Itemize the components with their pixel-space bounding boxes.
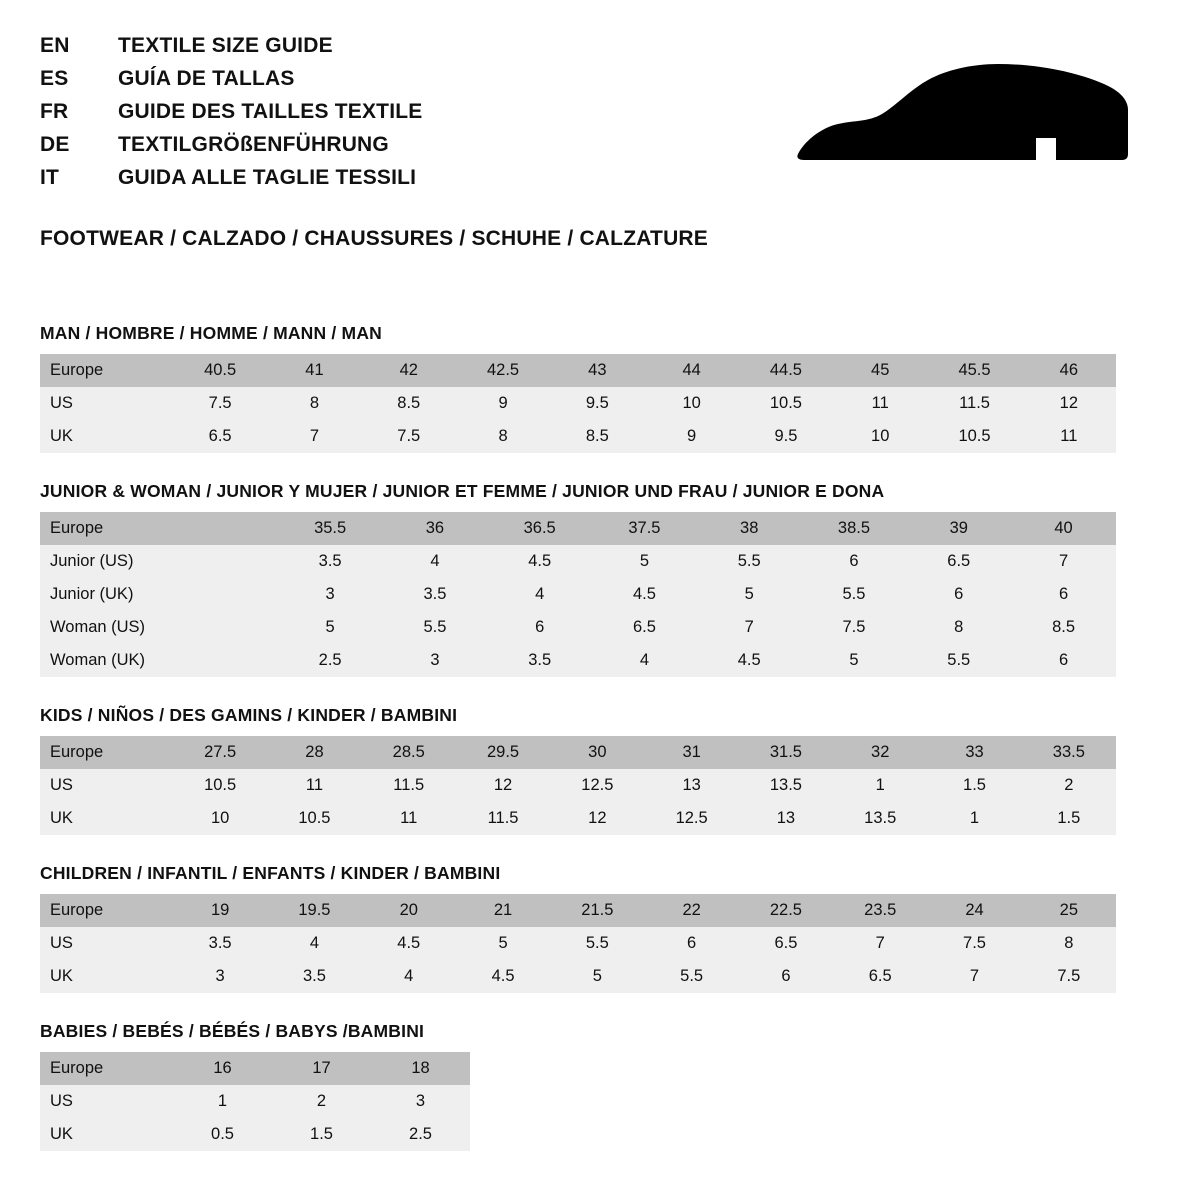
table-cell: 43 bbox=[550, 354, 644, 387]
table-cell: 10 bbox=[173, 802, 267, 835]
table-cell: 7.5 bbox=[1022, 960, 1116, 993]
table-cell: 38 bbox=[697, 512, 802, 545]
language-row bbox=[40, 34, 422, 67]
table-cell: 3 bbox=[173, 960, 267, 993]
table-cell: 8.5 bbox=[550, 420, 644, 453]
table-cell: 11 bbox=[267, 769, 361, 802]
table-cell: 12 bbox=[456, 769, 550, 802]
language-title-list bbox=[40, 34, 422, 199]
table-cell: 6 bbox=[906, 578, 1011, 611]
table-cell: 7.5 bbox=[362, 420, 456, 453]
language-code: FR bbox=[40, 100, 69, 123]
table-cell: 7 bbox=[833, 927, 927, 960]
table-cell: 9.5 bbox=[550, 387, 644, 420]
table-cell: 4.5 bbox=[456, 960, 550, 993]
row-label: UK bbox=[40, 420, 173, 453]
row-label: Europe bbox=[40, 1052, 173, 1085]
table-cell: 38.5 bbox=[802, 512, 907, 545]
table-row bbox=[40, 960, 1116, 993]
language-row bbox=[40, 100, 422, 133]
table-cell: 9 bbox=[644, 420, 738, 453]
table-cell: 10.5 bbox=[927, 420, 1021, 453]
language-title: TEXTILGRÖßENFÜHRUNG bbox=[118, 133, 389, 156]
table-cell: 13 bbox=[644, 769, 738, 802]
table-cell: 7.5 bbox=[802, 611, 907, 644]
table-cell: 28 bbox=[267, 736, 361, 769]
table-row bbox=[40, 927, 1116, 960]
table-cell: 5 bbox=[550, 960, 644, 993]
row-label: Junior (UK) bbox=[40, 578, 173, 611]
table-cell: 16 bbox=[173, 1052, 272, 1085]
table-cell: 6.5 bbox=[739, 927, 833, 960]
table-cell: 4 bbox=[362, 960, 456, 993]
table-cell: 22.5 bbox=[739, 894, 833, 927]
table-cell: 10.5 bbox=[739, 387, 833, 420]
language-title: GUIDA ALLE TAGLIE TESSILI bbox=[118, 166, 417, 189]
table-cell: 30 bbox=[550, 736, 644, 769]
table-cell: 18 bbox=[371, 1052, 470, 1085]
table-cell: 3 bbox=[278, 578, 383, 611]
table-cell: 12.5 bbox=[550, 769, 644, 802]
table-cell: 5.5 bbox=[906, 644, 1011, 677]
table-cell: 3.5 bbox=[383, 578, 488, 611]
row-label: Europe bbox=[40, 736, 173, 769]
language-title: TEXTILE SIZE GUIDE bbox=[118, 34, 333, 57]
table-cell: 45 bbox=[833, 354, 927, 387]
table-row bbox=[40, 512, 1116, 545]
table-cell: 19.5 bbox=[267, 894, 361, 927]
section-children bbox=[40, 863, 1160, 993]
table-cell: 33.5 bbox=[1022, 736, 1116, 769]
table-cell: 8.5 bbox=[1011, 611, 1116, 644]
table-row bbox=[40, 769, 1116, 802]
row-label: Europe bbox=[40, 512, 173, 545]
table-cell: 3.5 bbox=[173, 927, 267, 960]
row-label: US bbox=[40, 387, 173, 420]
table-cell: 8.5 bbox=[362, 387, 456, 420]
table-cell: 40 bbox=[1011, 512, 1116, 545]
section-man bbox=[40, 323, 1160, 453]
table-cell: 13.5 bbox=[739, 769, 833, 802]
section-title: MAN / HOMBRE / HOMME / MANN / MAN bbox=[40, 323, 382, 343]
table-cell: 35.5 bbox=[278, 512, 383, 545]
size-table bbox=[40, 894, 1116, 993]
table-row bbox=[40, 387, 1116, 420]
table-cell: 2.5 bbox=[371, 1118, 470, 1151]
size-table bbox=[40, 1052, 470, 1151]
table-cell: 1 bbox=[833, 769, 927, 802]
table-cell bbox=[173, 578, 278, 611]
table-cell: 1.5 bbox=[272, 1118, 371, 1151]
row-label: Europe bbox=[40, 894, 173, 927]
table-cell: 11 bbox=[833, 387, 927, 420]
language-code: ES bbox=[40, 67, 69, 90]
table-cell: 36 bbox=[383, 512, 488, 545]
page-header bbox=[40, 34, 1160, 199]
language-row bbox=[40, 133, 422, 166]
table-cell: 25 bbox=[1022, 894, 1116, 927]
table-cell: 7 bbox=[697, 611, 802, 644]
table-cell: 41 bbox=[267, 354, 361, 387]
table-cell: 21 bbox=[456, 894, 550, 927]
table-cell: 4.5 bbox=[592, 578, 697, 611]
table-cell: 1.5 bbox=[927, 769, 1021, 802]
table-cell: 3 bbox=[383, 644, 488, 677]
section-kids bbox=[40, 705, 1160, 835]
table-cell: 17 bbox=[272, 1052, 371, 1085]
table-cell: 1 bbox=[173, 1085, 272, 1118]
table-cell: 5.5 bbox=[697, 545, 802, 578]
language-code: DE bbox=[40, 133, 70, 156]
table-cell: 6 bbox=[487, 611, 592, 644]
table-cell: 6 bbox=[1011, 644, 1116, 677]
language-code: EN bbox=[40, 34, 70, 57]
table-cell: 6.5 bbox=[833, 960, 927, 993]
row-label: UK bbox=[40, 1118, 173, 1151]
section-title: KIDS / NIÑOS / DES GAMINS / KINDER / BAMBINI bbox=[40, 705, 458, 725]
table-cell: 3 bbox=[371, 1085, 470, 1118]
section-title: JUNIOR & WOMAN / JUNIOR Y MUJER / JUNIOR ET FEMME / JUNIOR UND FRAU / JUNIOR E DONA bbox=[40, 481, 885, 501]
row-label: US bbox=[40, 1085, 173, 1118]
table-cell: 21.5 bbox=[550, 894, 644, 927]
table-cell: 31.5 bbox=[739, 736, 833, 769]
language-code: IT bbox=[40, 166, 60, 189]
table-cell: 29.5 bbox=[456, 736, 550, 769]
table-cell bbox=[173, 611, 278, 644]
table-cell: 6 bbox=[644, 927, 738, 960]
table-row bbox=[40, 354, 1116, 387]
table-cell: 7 bbox=[1011, 545, 1116, 578]
table-cell: 42 bbox=[362, 354, 456, 387]
size-table bbox=[40, 736, 1116, 835]
table-cell: 28.5 bbox=[362, 736, 456, 769]
table-cell: 4 bbox=[592, 644, 697, 677]
table-cell: 2 bbox=[272, 1085, 371, 1118]
table-cell: 39 bbox=[906, 512, 1011, 545]
table-cell: 5 bbox=[592, 545, 697, 578]
table-cell: 9 bbox=[456, 387, 550, 420]
table-cell: 20 bbox=[362, 894, 456, 927]
table-row bbox=[40, 802, 1116, 835]
table-cell: 8 bbox=[267, 387, 361, 420]
table-row bbox=[40, 420, 1116, 453]
row-label: Europe bbox=[40, 354, 173, 387]
row-label: Woman (US) bbox=[40, 611, 173, 644]
table-row bbox=[40, 611, 1116, 644]
table-cell: 6.5 bbox=[592, 611, 697, 644]
table-cell: 8 bbox=[456, 420, 550, 453]
row-label: US bbox=[40, 927, 173, 960]
table-cell: 46 bbox=[1022, 354, 1116, 387]
table-row bbox=[40, 1118, 470, 1151]
row-label: Junior (US) bbox=[40, 545, 173, 578]
shoe-illustration bbox=[780, 34, 1160, 182]
table-cell: 24 bbox=[927, 894, 1021, 927]
table-cell: 36.5 bbox=[487, 512, 592, 545]
table-cell: 5.5 bbox=[550, 927, 644, 960]
table-cell: 42.5 bbox=[456, 354, 550, 387]
table-cell: 31 bbox=[644, 736, 738, 769]
table-cell: 6 bbox=[739, 960, 833, 993]
table-cell: 40.5 bbox=[173, 354, 267, 387]
table-cell: 4 bbox=[383, 545, 488, 578]
table-row bbox=[40, 894, 1116, 927]
table-cell: 7.5 bbox=[173, 387, 267, 420]
section-title: CHILDREN / INFANTIL / ENFANTS / KINDER / BAMBINI bbox=[40, 863, 501, 883]
language-title: GUIDE DES TAILLES TEXTILE bbox=[118, 100, 423, 123]
language-row bbox=[40, 67, 422, 100]
table-row bbox=[40, 1085, 470, 1118]
table-cell: 12.5 bbox=[644, 802, 738, 835]
table-cell: 5 bbox=[456, 927, 550, 960]
section-junior-woman bbox=[40, 481, 1160, 677]
table-cell: 2.5 bbox=[278, 644, 383, 677]
size-tables bbox=[40, 323, 1160, 1151]
table-cell bbox=[173, 512, 278, 545]
table-cell: 13 bbox=[739, 802, 833, 835]
table-cell: 10 bbox=[833, 420, 927, 453]
table-cell: 33 bbox=[927, 736, 1021, 769]
table-cell: 6.5 bbox=[173, 420, 267, 453]
table-cell: 12 bbox=[1022, 387, 1116, 420]
table-cell: 37.5 bbox=[592, 512, 697, 545]
table-cell: 5.5 bbox=[802, 578, 907, 611]
section-title: BABIES / BEBÉS / BÉBÉS / BABYS /BAMBINI bbox=[40, 1021, 425, 1041]
table-cell: 5 bbox=[278, 611, 383, 644]
table-cell: 10.5 bbox=[267, 802, 361, 835]
table-cell: 6 bbox=[1011, 578, 1116, 611]
table-cell: 6.5 bbox=[906, 545, 1011, 578]
footwear-category-title: FOOTWEAR / CALZADO / CHAUSSURES / SCHUHE / CALZATURE bbox=[40, 227, 709, 250]
table-row bbox=[40, 578, 1116, 611]
table-cell: 6 bbox=[802, 545, 907, 578]
table-cell: 11.5 bbox=[456, 802, 550, 835]
dress-shoe-icon bbox=[790, 62, 1130, 182]
table-cell: 32 bbox=[833, 736, 927, 769]
table-cell: 5 bbox=[802, 644, 907, 677]
table-cell: 3.5 bbox=[278, 545, 383, 578]
table-cell: 8 bbox=[906, 611, 1011, 644]
table-cell: 1 bbox=[927, 802, 1021, 835]
table-cell: 4 bbox=[267, 927, 361, 960]
table-cell: 4.5 bbox=[697, 644, 802, 677]
section-babies bbox=[40, 1021, 1160, 1151]
table-cell: 44 bbox=[644, 354, 738, 387]
table-cell bbox=[173, 545, 278, 578]
table-cell: 7 bbox=[927, 960, 1021, 993]
table-cell: 11 bbox=[1022, 420, 1116, 453]
row-label: Woman (UK) bbox=[40, 644, 173, 677]
row-label: US bbox=[40, 769, 173, 802]
table-cell: 3.5 bbox=[267, 960, 361, 993]
table-cell: 12 bbox=[550, 802, 644, 835]
table-row bbox=[40, 1052, 470, 1085]
row-label: UK bbox=[40, 802, 173, 835]
language-row bbox=[40, 166, 422, 199]
table-cell: 19 bbox=[173, 894, 267, 927]
language-title: GUÍA DE TALLAS bbox=[118, 67, 295, 90]
table-cell: 0.5 bbox=[173, 1118, 272, 1151]
table-cell: 5.5 bbox=[383, 611, 488, 644]
table-cell: 5 bbox=[697, 578, 802, 611]
table-cell bbox=[173, 644, 278, 677]
table-cell: 4.5 bbox=[362, 927, 456, 960]
table-cell: 11.5 bbox=[927, 387, 1021, 420]
table-cell: 11.5 bbox=[362, 769, 456, 802]
size-table bbox=[40, 354, 1116, 453]
row-label: UK bbox=[40, 960, 173, 993]
table-cell: 1.5 bbox=[1022, 802, 1116, 835]
table-cell: 23.5 bbox=[833, 894, 927, 927]
table-row bbox=[40, 644, 1116, 677]
table-row bbox=[40, 545, 1116, 578]
table-cell: 22 bbox=[644, 894, 738, 927]
size-table bbox=[40, 512, 1116, 677]
table-cell: 27.5 bbox=[173, 736, 267, 769]
table-cell: 9.5 bbox=[739, 420, 833, 453]
table-row bbox=[40, 736, 1116, 769]
table-cell: 4.5 bbox=[487, 545, 592, 578]
table-cell: 7 bbox=[267, 420, 361, 453]
table-cell: 4 bbox=[487, 578, 592, 611]
table-cell: 10.5 bbox=[173, 769, 267, 802]
table-cell: 5.5 bbox=[644, 960, 738, 993]
table-cell: 7.5 bbox=[927, 927, 1021, 960]
table-cell: 3.5 bbox=[487, 644, 592, 677]
table-cell: 44.5 bbox=[739, 354, 833, 387]
table-cell: 10 bbox=[644, 387, 738, 420]
table-cell: 2 bbox=[1022, 769, 1116, 802]
table-cell: 45.5 bbox=[927, 354, 1021, 387]
table-cell: 11 bbox=[362, 802, 456, 835]
table-cell: 13.5 bbox=[833, 802, 927, 835]
table-cell: 8 bbox=[1022, 927, 1116, 960]
